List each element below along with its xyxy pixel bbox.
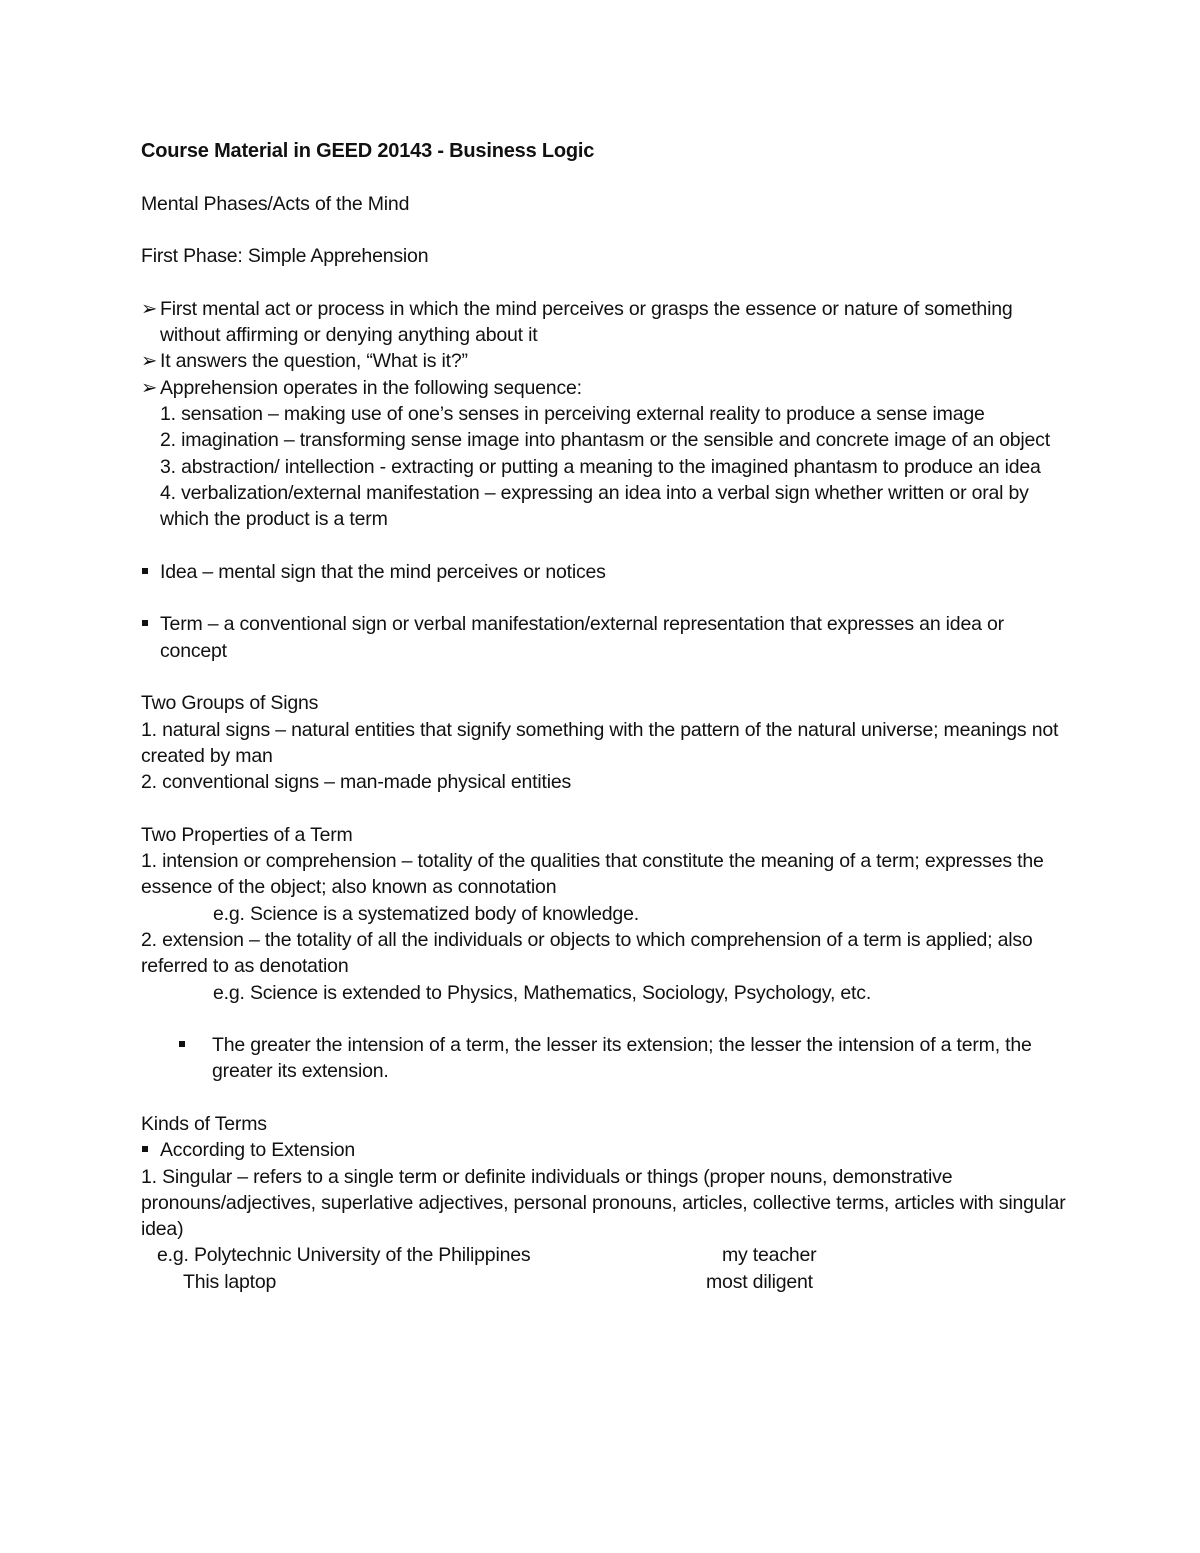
example-cell: This laptop <box>183 1270 277 1293</box>
arrow-bullet-icon: ➢ <box>141 376 158 399</box>
arrow-bullet-text: First mental act or process in which the mind perceives or grasps the essence or nature of something without affirming or denying anything about it <box>160 297 1013 347</box>
arrow-bullet-icon: ➢ <box>141 297 158 320</box>
square-bullet-item <box>141 1137 1071 1163</box>
idea-definition: Idea – mental sign that the mind perceives or notices <box>160 560 606 583</box>
sequence-item: 3. abstraction/ intellection - extracting or putting a meaning to the imagined phantasm to produce an idea <box>160 455 1041 478</box>
arrow-bullet-text: It answers the question, “What is it?” <box>160 350 468 373</box>
example-cell: e.g. Polytechnic University of the Philippines <box>157 1244 531 1267</box>
example-row <box>141 1242 1071 1268</box>
arrow-bullet-item <box>141 296 1071 349</box>
square-bullet-item <box>141 611 1071 664</box>
square-bullet-item <box>141 1032 1071 1085</box>
signs-heading: Two Groups of Signs <box>141 692 319 715</box>
example-cell: most diligent <box>706 1270 813 1293</box>
according-to-extension: According to Extension <box>160 1139 356 1162</box>
section-heading-first-phase: First Phase: Simple Apprehension <box>141 245 429 268</box>
arrow-bullet-icon: ➢ <box>141 350 158 373</box>
square-bullet-item <box>141 559 1071 585</box>
document-title: Course Material in GEED 20143 - Business Logic <box>141 140 595 162</box>
signs-item: 2. conventional signs – man-made physical entities <box>141 771 572 794</box>
properties-heading: Two Properties of a Term <box>141 823 353 846</box>
document-page <box>141 138 1071 1295</box>
arrow-bullet-text: Apprehension operates in the following sequence: <box>160 376 582 399</box>
example-cell: my teacher <box>722 1244 817 1267</box>
singular-definition: 1. Singular – refers to a single term or definite individuals or things (proper nouns, demonstrative pronouns/adjectives, superlative adjectives, personal pronouns, articles, collective terms, articles with singular idea) <box>141 1165 1066 1241</box>
example-intension: e.g. Science is a systematized body of knowledge. <box>213 902 639 925</box>
sequence-item: 4. verbalization/external manifestation – expressing an idea into a verbal sign whether written or oral by which the product is a term <box>160 481 1029 531</box>
property-extension: 2. extension – the totality of all the individuals or objects to which comprehension of a term is applied; also referred to as denotation <box>141 928 1033 978</box>
example-row <box>141 1269 1071 1295</box>
property-intension: 1. intension or comprehension – totality of the qualities that constitute the meaning of a term; expresses the essence of the object; also known as connotation <box>141 850 1044 899</box>
square-bullet-icon <box>142 1146 148 1152</box>
term-definition: Term – a conventional sign or verbal manifestation/external representation that expresses an idea or concept <box>160 613 1004 662</box>
sequence-item: 2. imagination – transforming sense image into phantasm or the sensible and concrete image of an object <box>160 429 1050 452</box>
section-heading-mental-phases: Mental Phases/Acts of the Mind <box>141 192 410 215</box>
square-bullet-icon <box>179 1041 185 1047</box>
signs-item: 1. natural signs – natural entities that signify something with the pattern of the natural universe; meanings not created by man <box>141 718 1059 767</box>
apprehension-sequence-list <box>141 401 1071 532</box>
example-extension: e.g. Science is extended to Physics, Mathematics, Sociology, Psychology, etc. <box>213 981 872 1004</box>
sequence-item: 1. sensation – making use of one’s senses in perceiving external reality to produce a sense image <box>160 402 985 425</box>
arrow-bullet-item <box>141 348 1071 374</box>
kinds-heading: Kinds of Terms <box>141 1112 267 1135</box>
square-bullet-icon <box>142 620 148 626</box>
intension-extension-rule: The greater the intension of a term, the lesser its extension; the lesser the intension of a term, the greater its extension. <box>212 1034 1032 1083</box>
arrow-bullet-item <box>141 375 1071 401</box>
square-bullet-icon <box>142 568 148 574</box>
